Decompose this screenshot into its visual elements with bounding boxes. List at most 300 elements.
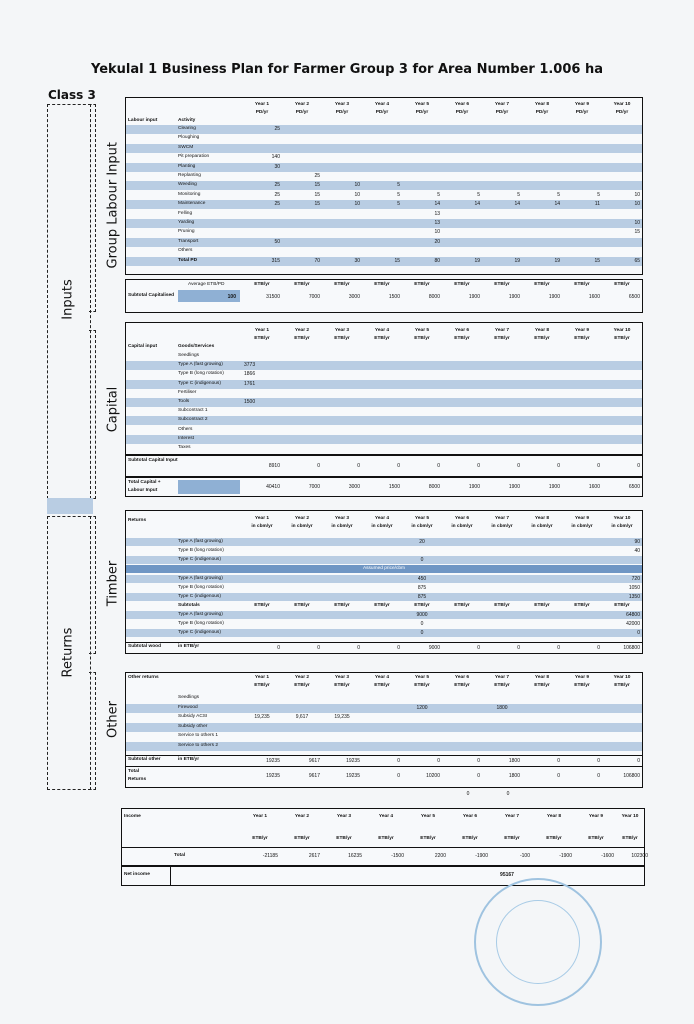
value-cell: 9000 xyxy=(428,645,440,651)
value-cell: 19235 xyxy=(266,773,280,779)
unit-header: in cbm/yr xyxy=(491,524,513,529)
other-subtotal-unit: in ETB/yr xyxy=(178,757,200,762)
value-cell: 0 xyxy=(517,645,520,651)
unit-header: ETB/yr xyxy=(574,603,590,608)
row-label: Fertiliser xyxy=(178,389,197,395)
table-row xyxy=(126,742,642,751)
income-value: 16235 xyxy=(348,853,362,859)
other-group-box xyxy=(89,672,96,790)
row-label: Pruning xyxy=(178,229,195,235)
year-header: Year 4 xyxy=(374,102,390,107)
unit-header: in cbm/yr xyxy=(411,524,433,529)
value-cell: 106800 xyxy=(623,773,640,779)
labour-table xyxy=(125,97,643,275)
year-header: Year 7 xyxy=(494,328,510,333)
capital-table xyxy=(125,322,643,455)
value-cell: 9617 xyxy=(308,773,320,779)
unit-header: ETB/yr xyxy=(334,603,350,608)
capital-label: Capital xyxy=(105,386,121,433)
unit-header: PD/yr xyxy=(535,110,549,115)
unit-header: ETB/yr xyxy=(294,683,310,688)
table-row xyxy=(126,380,642,389)
unit-header: ETB/yr xyxy=(614,603,630,608)
unit-header: ETB/yr xyxy=(420,836,436,841)
below-value: 0 xyxy=(466,791,470,797)
row-label: Type B (long rotation) xyxy=(178,621,224,626)
value-cell: 1900 xyxy=(468,484,480,490)
value-cell: 0 xyxy=(557,758,560,764)
timber-header-left: Returns xyxy=(128,518,147,523)
value-cell: 9,617 xyxy=(295,714,309,720)
value-cell: 0 xyxy=(477,758,480,764)
value-cell: 14 xyxy=(554,201,560,208)
income-value: 102300 xyxy=(631,853,648,859)
row-label: Ploughing xyxy=(178,135,200,141)
unit-header: ETB/yr xyxy=(254,336,270,341)
unit-header: ETB/yr xyxy=(454,683,470,688)
value-cell: 7000 xyxy=(308,294,320,300)
row-label: Type A (fast growing) xyxy=(178,362,223,368)
value-cell: 8000 xyxy=(428,484,440,490)
year-header: Year 3 xyxy=(334,328,350,333)
price-band: Assumed price/cbm xyxy=(126,565,642,573)
timber-table xyxy=(125,510,643,643)
labour-subtotal-label: Subtotal Capitalised xyxy=(128,293,175,298)
unit-header: ETB/yr xyxy=(294,836,310,841)
value-cell: 720 xyxy=(631,576,640,582)
table-row xyxy=(126,361,642,370)
unit-header: ETB/yr xyxy=(374,282,390,287)
value-cell: 0 xyxy=(437,758,440,764)
value-cell: 20 xyxy=(419,539,425,545)
value-cell: 0 xyxy=(597,758,600,764)
year-header: Year 4 xyxy=(378,814,394,819)
value-cell: 1500 xyxy=(388,294,400,300)
value-cell: 10 xyxy=(634,220,640,226)
year-header: Year 3 xyxy=(334,675,350,680)
value-cell: 1800 xyxy=(496,704,508,711)
value-cell: 10 xyxy=(354,191,360,198)
value-cell: 0 xyxy=(557,773,560,779)
value-cell: 1866 xyxy=(244,371,256,378)
income-label: Income xyxy=(124,814,141,819)
row-label: Felling xyxy=(178,210,193,216)
unit-header: PD/yr xyxy=(615,110,629,115)
year-header: Year 5 xyxy=(414,328,430,333)
value-cell: 30 xyxy=(354,257,360,264)
below-value: 0 xyxy=(506,791,510,797)
value-cell: 1900 xyxy=(508,484,520,490)
year-header: Year 6 xyxy=(454,328,470,333)
value-cell: 0 xyxy=(437,463,440,469)
total-hl xyxy=(178,480,240,494)
official-stamp-inner xyxy=(496,900,580,984)
year-header: Year 6 xyxy=(454,102,470,107)
table-row xyxy=(126,352,642,361)
year-header: Year 1 xyxy=(254,516,270,521)
page-title: Yekulal 1 Business Plan for Farmer Group 3 for Area Number 1.006 ha xyxy=(90,62,603,77)
table-row xyxy=(126,694,642,703)
year-header: Year 5 xyxy=(414,102,430,107)
value-cell: 0 xyxy=(397,758,400,764)
value-cell: 25 xyxy=(274,126,280,132)
row-label: Seedlings xyxy=(178,353,200,358)
value-cell: 0 xyxy=(420,630,424,636)
value-cell: 0 xyxy=(637,463,640,469)
value-cell: 1900 xyxy=(508,294,520,300)
unit-header: ETB/yr xyxy=(574,336,590,341)
value-cell: 0 xyxy=(477,773,480,779)
year-header: Year 4 xyxy=(374,675,390,680)
income-value: -1600 xyxy=(601,853,614,859)
value-cell: 450 xyxy=(417,576,427,582)
value-cell: 65 xyxy=(634,257,640,264)
income-total-label: Total xyxy=(174,853,186,858)
table-row xyxy=(126,547,642,555)
value-cell: 1900 xyxy=(548,294,560,300)
unit-header: ETB/yr xyxy=(454,603,470,608)
value-cell: 25 xyxy=(274,191,280,198)
value-cell: 15 xyxy=(394,257,400,264)
value-cell: 7000 xyxy=(308,484,320,490)
table-row xyxy=(126,704,642,713)
value-cell: 0 xyxy=(557,645,560,651)
table-row xyxy=(126,200,642,209)
value-cell: 1800 xyxy=(508,773,520,779)
value-cell: 0 xyxy=(397,773,400,779)
table-row xyxy=(126,556,642,564)
unit-header: ETB/yr xyxy=(462,836,478,841)
timber-subtotal-table xyxy=(125,642,643,654)
table-row xyxy=(126,444,642,453)
value-cell: 80 xyxy=(434,257,440,264)
table-row xyxy=(126,370,642,379)
row-label: Tools xyxy=(178,399,190,404)
class-label: Class 3 xyxy=(48,88,96,102)
value-cell: 9000 xyxy=(416,612,428,618)
value-cell: 6500 xyxy=(628,294,640,300)
value-cell: 1350 xyxy=(628,594,640,600)
value-cell: 19 xyxy=(474,257,480,264)
value-cell: 19,235 xyxy=(254,714,270,720)
year-header: Year 7 xyxy=(494,675,510,680)
value-cell: 15 xyxy=(594,257,600,264)
labour-header-left: Labour input xyxy=(128,118,158,123)
unit-header: in cbm/yr xyxy=(371,524,393,529)
row-label: Others xyxy=(178,426,193,432)
net-income-label: Net income xyxy=(124,872,150,877)
unit-header: ETB/yr xyxy=(254,282,270,287)
table-row xyxy=(126,723,642,732)
year-header: Year 3 xyxy=(334,102,350,107)
row-label: Maintenance xyxy=(178,201,206,207)
value-cell: 5 xyxy=(477,191,480,198)
unit-header: ETB/yr xyxy=(334,336,350,341)
capital-subtotal-label: Subtotal Capital Input xyxy=(128,458,178,463)
year-header: Year 9 xyxy=(574,675,590,680)
unit-header: in cbm/yr xyxy=(251,524,273,529)
net-divider xyxy=(170,867,171,885)
row-label: Type B (long rotation) xyxy=(178,371,224,377)
unit-header: ETB/yr xyxy=(534,336,550,341)
table-row xyxy=(126,228,642,237)
value-cell: 19 xyxy=(554,257,560,264)
value-cell: 5 xyxy=(597,191,600,198)
unit-header: ETB/yr xyxy=(504,836,520,841)
value-cell: 6500 xyxy=(628,484,640,490)
unit-header: in cbm/yr xyxy=(571,524,593,529)
unit-header: ETB/yr xyxy=(454,282,470,287)
year-header: Year 1 xyxy=(254,102,270,107)
unit-header: PD/yr xyxy=(415,110,429,115)
table-row xyxy=(126,191,642,200)
value-cell: 875 xyxy=(417,594,427,600)
unit-header: ETB/yr xyxy=(494,683,510,688)
unit-header: ETB/yr xyxy=(374,603,390,608)
year-header: Year 1 xyxy=(254,328,270,333)
unit-header: ETB/yr xyxy=(546,836,562,841)
row-label: Yarding xyxy=(178,220,195,225)
labour-subtotal-table xyxy=(125,279,643,313)
unit-header: PD/yr xyxy=(255,110,269,115)
row-label: Subsidy other xyxy=(178,723,208,729)
unit-header: ETB/yr xyxy=(252,836,268,841)
value-cell: 0 xyxy=(637,758,640,764)
table-row xyxy=(126,134,642,143)
value-cell: 19235 xyxy=(266,758,280,764)
unit-header: PD/yr xyxy=(335,110,349,115)
unit-header: ETB/yr xyxy=(334,683,350,688)
year-header: Year 6 xyxy=(454,516,470,521)
income-value: 2617 xyxy=(308,853,320,859)
row-label: Service to others 2 xyxy=(178,742,218,748)
year-header: Year 10 xyxy=(613,328,631,333)
row-label: Type A (fast growing) xyxy=(178,612,223,617)
unit-header: ETB/yr xyxy=(254,683,270,688)
value-cell: 5 xyxy=(437,191,440,198)
subtotal-rate: 100 xyxy=(227,294,236,300)
labour-header-activity: Activity xyxy=(178,118,196,123)
value-cell: 8910 xyxy=(268,463,280,469)
value-cell: 0 xyxy=(477,463,480,469)
unit-header: ETB/yr xyxy=(414,683,430,688)
year-header: Year 9 xyxy=(574,516,590,521)
row-label: Taxes xyxy=(178,445,191,450)
unit-header: ETB/yr xyxy=(294,603,310,608)
value-cell: 5 xyxy=(557,191,560,198)
value-cell: 10 xyxy=(634,201,640,208)
table-row xyxy=(126,611,642,619)
row-label: SWCM xyxy=(178,144,194,150)
other-table xyxy=(125,672,643,756)
table-row xyxy=(126,732,642,741)
table-row xyxy=(126,238,642,247)
value-cell: 3000 xyxy=(348,484,360,490)
unit-header: PD/yr xyxy=(495,110,509,115)
row-label: Planting xyxy=(178,163,196,169)
table-row xyxy=(126,416,642,425)
income-value: -1500 xyxy=(391,853,404,859)
net-income-table xyxy=(121,866,645,886)
value-cell: 25 xyxy=(274,201,280,208)
value-cell: 3000 xyxy=(348,294,360,300)
income-value: -1900 xyxy=(475,853,488,859)
unit-header: ETB/yr xyxy=(622,836,638,841)
value-cell: 10 xyxy=(354,182,360,189)
table-row xyxy=(126,163,642,172)
year-header: Year 1 xyxy=(252,814,268,819)
row-label: Type C (indigenous) xyxy=(178,557,221,562)
unit-header: ETB/yr xyxy=(414,282,430,287)
value-cell: 3773 xyxy=(244,362,256,369)
value-cell: 19235 xyxy=(346,758,360,764)
capital-group-box xyxy=(89,330,96,499)
value-cell: 5 xyxy=(397,201,400,208)
value-cell: 9617 xyxy=(308,758,320,764)
table-row xyxy=(126,538,642,546)
table-row xyxy=(126,713,642,722)
unit-header: ETB/yr xyxy=(334,282,350,287)
value-cell: 11 xyxy=(594,201,600,208)
value-cell: 19,235 xyxy=(334,714,350,720)
row-label: Service to others 1 xyxy=(178,733,218,738)
value-cell: 15 xyxy=(314,182,320,189)
table-row xyxy=(126,153,642,162)
row-label: Type B (long rotation) xyxy=(178,548,224,553)
unit-header: ETB/yr xyxy=(294,282,310,287)
value-cell: 106800 xyxy=(623,645,640,651)
unit-header: ETB/yr xyxy=(534,683,550,688)
income-divider xyxy=(122,847,644,848)
value-cell: 15 xyxy=(314,191,320,198)
returns-total-table xyxy=(125,766,643,788)
capital-header-goods: Goods/Services xyxy=(178,344,215,349)
value-cell: 10 xyxy=(634,191,640,198)
row-label: Clearing xyxy=(178,126,196,131)
year-header: Year 8 xyxy=(534,328,550,333)
unit-header: ETB/yr xyxy=(494,336,510,341)
returns-label: Returns xyxy=(60,627,76,678)
value-cell: 64800 xyxy=(626,612,640,618)
value-cell: 1050 xyxy=(628,585,640,591)
value-cell: 0 xyxy=(397,645,400,651)
table-row xyxy=(126,257,642,266)
value-cell: 0 xyxy=(597,645,600,651)
unit-header: ETB/yr xyxy=(614,282,630,287)
value-cell: 10 xyxy=(354,201,360,208)
table-row xyxy=(126,629,642,637)
unit-header: ETB/yr xyxy=(378,836,394,841)
value-cell: 25 xyxy=(274,182,280,189)
value-cell: 31500 xyxy=(266,294,280,300)
year-header: Year 9 xyxy=(574,328,590,333)
value-cell: 5 xyxy=(397,182,400,189)
row-label: Type C (indigenous) xyxy=(178,380,221,386)
table-row xyxy=(126,398,642,407)
timber-subtotal-label: Subtotal wood xyxy=(128,644,162,649)
year-header: Year 3 xyxy=(336,814,352,819)
unit-header: in cbm/yr xyxy=(531,524,553,529)
value-cell: 0 xyxy=(477,645,480,651)
row-label: Replanting xyxy=(178,173,201,178)
row-label: Subcontract 1 xyxy=(178,408,208,414)
table-row xyxy=(126,620,642,628)
value-cell: 13 xyxy=(434,220,440,226)
value-cell: 40 xyxy=(634,548,640,554)
unit-header: ETB/yr xyxy=(374,683,390,688)
year-header: Year 6 xyxy=(462,814,478,819)
value-cell: 5 xyxy=(397,191,400,198)
value-cell: 0 xyxy=(420,621,424,627)
value-cell: 0 xyxy=(597,463,600,469)
table-row xyxy=(126,389,642,398)
year-header: Year 7 xyxy=(494,102,510,107)
labour-label: Group Labour Input xyxy=(105,141,121,269)
table-row xyxy=(126,144,642,153)
other-label: Other xyxy=(105,701,121,738)
unit-header: ETB/yr xyxy=(454,336,470,341)
year-header: Year 5 xyxy=(414,675,430,680)
other-subtotal-label: Subtotal other xyxy=(128,757,161,762)
unit-header: in cbm/yr xyxy=(291,524,313,529)
value-cell: 40410 xyxy=(266,484,280,490)
income-value: -21185 xyxy=(262,853,278,859)
row-label: Pit preparation xyxy=(178,154,210,160)
unit-header: in cbm/yr xyxy=(451,524,473,529)
value-cell: 13 xyxy=(434,210,440,217)
value-cell: 0 xyxy=(637,630,640,636)
year-header: Year 10 xyxy=(621,814,639,819)
unit-header: ETB/yr xyxy=(414,336,430,341)
income-value: -100 xyxy=(519,853,530,859)
unit-header: PD/yr xyxy=(455,110,469,115)
year-header: Year 9 xyxy=(588,814,604,819)
table-row xyxy=(126,172,642,181)
year-header: Year 5 xyxy=(420,814,436,819)
unit-header: ETB/yr xyxy=(614,683,630,688)
capital-header-left: Capital input xyxy=(128,344,158,349)
row-label: Type A (fast growing) xyxy=(178,539,223,544)
year-header: Year 10 xyxy=(613,516,631,521)
capital-subtotal-table xyxy=(125,455,643,477)
value-cell: 50 xyxy=(274,238,280,245)
other-header-left: Other returns xyxy=(128,675,159,680)
table-row xyxy=(126,575,642,583)
value-cell: 0 xyxy=(597,773,600,779)
unit-header: in cbm/yr xyxy=(331,524,353,529)
value-cell: 1500 xyxy=(388,484,400,490)
unit-header: ETB/yr xyxy=(294,336,310,341)
value-cell: 5 xyxy=(517,191,520,198)
year-header: Year 2 xyxy=(294,814,310,819)
table-row xyxy=(126,407,642,416)
year-header: Year 2 xyxy=(294,102,310,107)
unit-header: ETB/yr xyxy=(574,683,590,688)
row-label: Weeding xyxy=(178,182,197,188)
year-header: Year 2 xyxy=(294,328,310,333)
row-label: Seedlings xyxy=(178,695,200,700)
income-table xyxy=(121,808,648,866)
year-header: Year 8 xyxy=(534,516,550,521)
year-header: Year 2 xyxy=(294,675,310,680)
unit-header: ETB/yr xyxy=(494,603,510,608)
value-cell: 14 xyxy=(434,201,440,208)
value-cell: 90 xyxy=(634,539,640,545)
avg-label: Average ETB/PD xyxy=(188,282,225,287)
inputs-label: Inputs xyxy=(60,279,76,320)
value-cell: 1900 xyxy=(548,484,560,490)
value-cell: 1200 xyxy=(416,704,428,711)
